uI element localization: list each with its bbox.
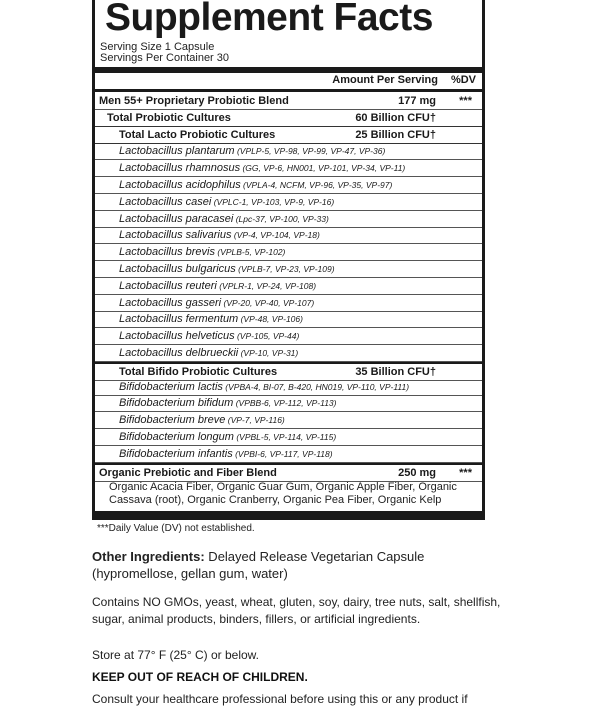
nutrient-label: Bifidobacterium longum	[119, 431, 234, 443]
nutrient-name	[119, 160, 405, 176]
nutrient-row	[95, 446, 482, 463]
strain-codes: (VP-10, VP-31)	[238, 348, 299, 358]
nutrient-label: Organic Prebiotic and Fiber Blend	[99, 466, 277, 479]
nutrient-row	[95, 110, 482, 127]
nutrient-row	[95, 412, 482, 429]
strain-codes: (VPLP-5, VP-98, VP-99, VP-47, VP-36)	[234, 146, 386, 157]
amount-per-serving-header: Amount Per Serving	[332, 74, 438, 86]
nutrient-name	[119, 227, 320, 243]
panel-title: Supplement Facts	[105, 0, 433, 39]
nutrient-row	[95, 160, 482, 177]
nutrient-label: Lactobacillus delbrueckii	[119, 347, 239, 359]
strain-codes: (VPLB-5, VP-102)	[215, 247, 286, 258]
strain-codes: (VPLR-1, VP-24, VP-108)	[216, 280, 317, 291]
nutrient-row	[95, 244, 482, 261]
servings-per-container: Servings Per Container 30	[100, 52, 230, 64]
nutrient-name	[99, 465, 277, 481]
nutrient-row	[95, 345, 482, 362]
strain-codes: (VPLC-1, VP-103, VP-9, VP-16)	[211, 196, 335, 207]
nutrient-row	[95, 328, 482, 345]
strain-codes: (VPBA-4, BI-07, B-420, HN019, VP-110, VP-111)	[222, 381, 410, 392]
nutrient-row	[95, 278, 482, 295]
nutrient-name	[119, 311, 303, 327]
nutrient-name	[119, 194, 334, 210]
strain-codes: (GG, VP-6, HN001, VP-101, VP-34, VP-11)	[240, 163, 406, 174]
nutrient-name	[119, 429, 336, 445]
column-header	[95, 74, 482, 88]
nutrient-amount: 25 Billion CFU†	[355, 128, 436, 141]
nutrient-label: Bifidobacterium breve	[119, 414, 226, 427]
strain-codes: (VP-48, VP-106)	[238, 314, 303, 325]
strain-codes: (VP-105, VP-44)	[234, 331, 300, 342]
nutrient-label: Men 55+ Proprietary Probiotic Blend	[99, 95, 289, 107]
nutrient-dv: ***	[459, 466, 472, 479]
nutrient-row	[95, 227, 482, 244]
storage-instructions: Store at 77° F (25° C) or below.	[92, 648, 260, 662]
nutrient-label: Lactobacillus acidophilus	[119, 179, 241, 191]
other-ingredients	[92, 548, 512, 582]
prebiotic-ingredients: Organic Acacia Fiber, Organic Guar Gum, Organic Apple Fiber, Organic Cassava (root), Organic Cranberry, Organic Pea Fiber, Organic Kelp	[109, 481, 457, 506]
nutrient-label: Lactobacillus paracasei	[119, 212, 234, 225]
strain-codes: (VP-20, VP-40, VP-107)	[221, 297, 315, 308]
nutrient-label: Lactobacillus rhamnosus	[119, 162, 241, 175]
nutrient-label: Lactobacillus fermentum	[119, 313, 239, 326]
nutrient-amount: 60 Billion CFU†	[355, 111, 436, 124]
dv-header: %DV	[450, 74, 476, 86]
nutrient-row	[95, 395, 482, 412]
nutrient-row	[95, 261, 482, 278]
nutrient-name	[119, 211, 329, 227]
nutrient-row	[95, 311, 482, 328]
strain-codes: (Lpc-37, VP-100, VP-33)	[233, 213, 329, 224]
nutrient-row	[95, 211, 482, 228]
consult-statement: Consult your healthcare professional before using this or any product if	[92, 692, 468, 706]
nutrient-name	[119, 446, 333, 462]
dv-footnote: ***Daily Value (DV) not established.	[97, 523, 255, 534]
strain-codes: (VPBI-6, VP-117, VP-118)	[232, 448, 333, 459]
nutrient-label: Total Bifido Probiotic Cultures	[119, 365, 278, 378]
nutrient-name	[119, 364, 277, 380]
nutrient-label: Bifidobacterium infantis	[119, 447, 233, 460]
nutrient-label: Lactobacillus bulgaricus	[119, 263, 236, 275]
nutrient-label: Lactobacillus reuteri	[119, 279, 217, 292]
nutrient-label: Lactobacillus plantarum	[119, 145, 235, 158]
allergen-statement: Contains NO GMOs, yeast, wheat, gluten, soy, dairy, tree nuts, salt, shellfish, sugar, animal products, binders, fillers, or artificial ingredients.	[92, 595, 501, 626]
nutrient-amount: 250 mg	[398, 466, 436, 479]
nutrient-name	[119, 244, 285, 260]
nutrient-label: Bifidobacterium bifidum	[119, 397, 234, 410]
nutrient-row	[95, 194, 482, 211]
nutrient-name	[119, 379, 409, 395]
nutrient-name	[107, 110, 231, 126]
nutrient-label: Lactobacillus brevis	[119, 246, 215, 259]
supplement-facts-panel	[92, 0, 485, 520]
nutrient-name	[119, 278, 316, 294]
nutrient-amount: 177 mg	[398, 95, 436, 107]
nutrient-label: Total Probiotic Cultures	[107, 111, 231, 124]
nutrient-label: Lactobacillus helveticus	[119, 330, 235, 343]
nutrient-name	[119, 328, 299, 344]
strain-codes: (VPLB-7, VP-23, VP-109)	[235, 264, 335, 274]
nutrient-label: Bifidobacterium lactis	[119, 380, 223, 393]
strain-codes: (VP-4, VP-104, VP-18)	[231, 230, 320, 241]
nutrient-row	[95, 143, 482, 160]
nutrient-name	[119, 395, 337, 411]
other-ingredients-text: Delayed Release Vegetarian Capsule (hypromellose, gellan gum, water)	[92, 549, 425, 581]
nutrient-label: Lactobacillus salivarius	[119, 229, 232, 242]
header-divider	[95, 89, 482, 92]
nutrient-name	[119, 261, 335, 277]
nutrient-row	[95, 295, 482, 312]
strain-codes: (VPBB-6, VP-112, VP-113)	[233, 398, 337, 409]
nutrient-label: Lactobacillus gasseri	[119, 296, 222, 309]
nutrient-row	[95, 177, 482, 194]
bottom-divider	[95, 511, 482, 517]
nutrient-amount: 35 Billion CFU†	[355, 365, 436, 378]
thick-divider	[95, 67, 482, 73]
nutrient-name	[119, 345, 298, 361]
nutrient-name	[119, 412, 285, 428]
nutrient-row	[95, 429, 482, 446]
nutrient-name	[119, 295, 314, 311]
other-ingredients-label: Other Ingredients:	[92, 549, 205, 564]
nutrient-label: Lactobacillus casei	[119, 195, 212, 208]
nutrient-name	[119, 143, 385, 159]
strain-codes: (VPBL-5, VP-114, VP-115)	[233, 432, 337, 442]
serving-size: Serving Size 1 Capsule	[100, 41, 215, 53]
nutrient-name	[119, 127, 275, 143]
nutrient-row	[95, 463, 482, 482]
nutrient-row	[95, 93, 482, 110]
nutrient-label: Total Lacto Probiotic Cultures	[119, 128, 276, 141]
nutrient-row	[95, 379, 482, 396]
strain-codes: (VPLA-4, NCFM, VP-96, VP-35, VP-97)	[240, 180, 393, 190]
nutrient-dv: ***	[459, 95, 472, 107]
nutrient-name	[99, 93, 289, 109]
nutrient-name	[119, 177, 392, 193]
child-warning: KEEP OUT OF REACH OF CHILDREN.	[92, 670, 308, 684]
strain-codes: (VP-7, VP-116)	[225, 415, 285, 426]
nutrient-row	[95, 127, 482, 144]
